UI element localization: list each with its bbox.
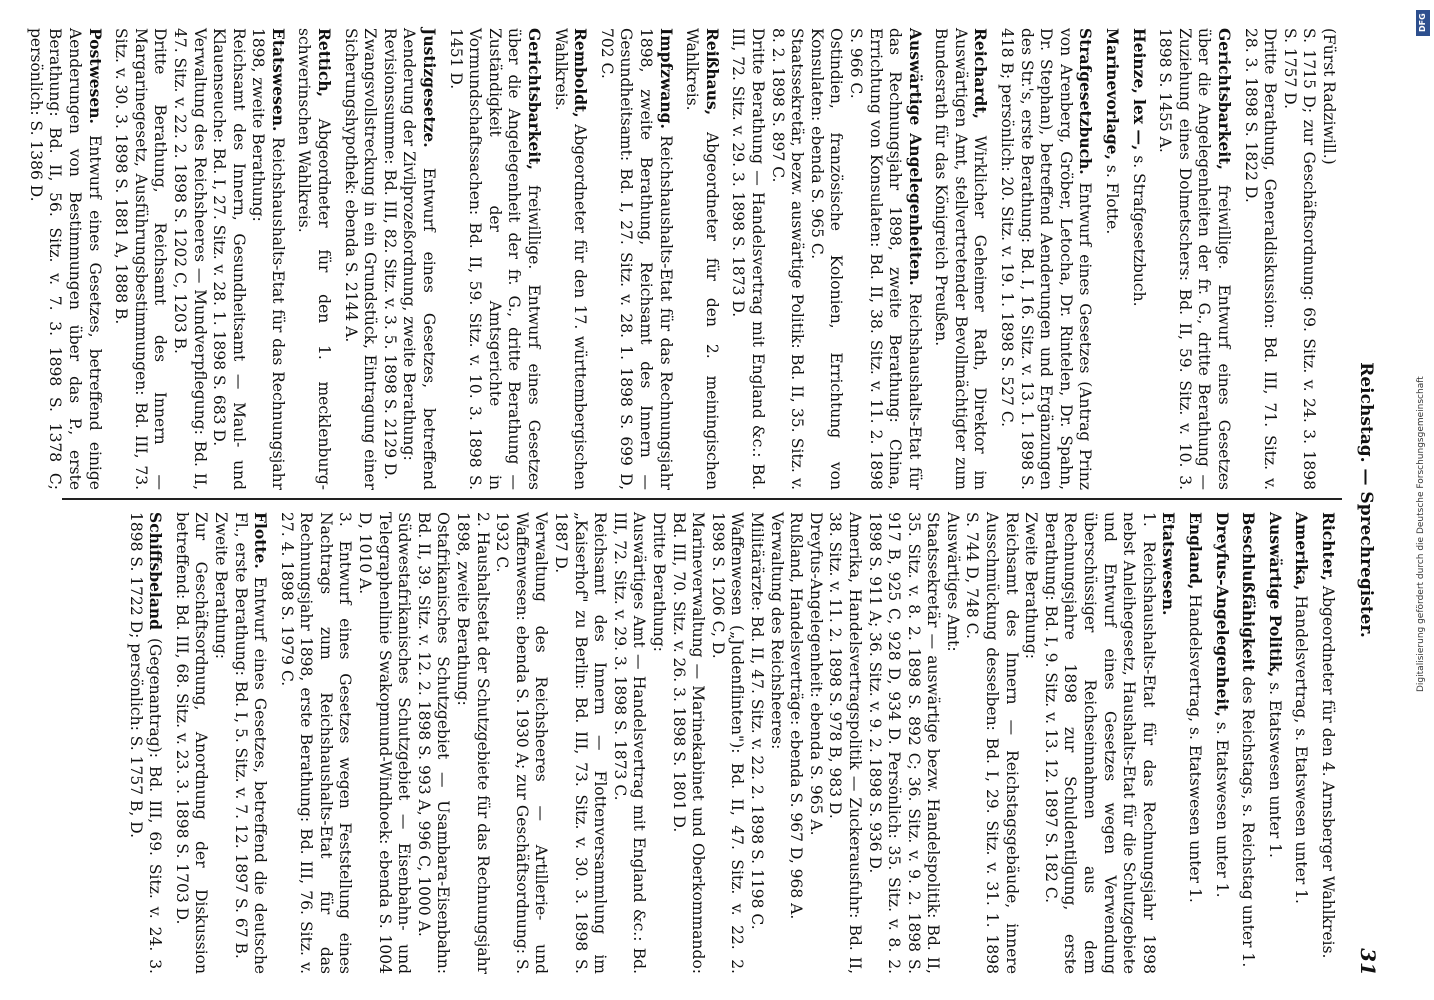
entry-main — [997, 28, 1096, 490]
register-entry — [276, 512, 1178, 974]
entry-subline: 3. Entwurf eines Gesetzes wegen Feststellung eines Nachtrags zum Reichshaushalts-Etat für das Rechnungsjahr 1898, erste Berathung: Bd. III, 76. Sitz. v. 27. 4. 1898 S. 1979 C. — [277, 512, 355, 974]
entry-subline: Auswärtiges Amt — Handelsvertrag mit England &c.: Bd. III, 72. Sitz. v. 29. 3. 1898 S. 1873 C. — [610, 512, 649, 974]
register-entry — [294, 28, 334, 490]
entry-subline: Zweite Berathung: — [1022, 512, 1041, 660]
entry-text: freiwillige. Entwurf eines Gesetzes über die Angelegenheit der fr. G., dritte Berathung — Zuständigkeit der Amtsgerichte in Vormundschaftssachen: Bd. II, 59. Sitz. v. 10. 3. 1898 S. 1451 D. — [446, 28, 544, 490]
register-entry — [728, 28, 925, 490]
entry-text: Reichshaushalts-Etat für das Rechnungsjahr 1898, zweite Berathung: China, Errichtung von Konsulaten: Bd. II, 38. Sitz. v. 11. 2. 1898 S. 966 C. — [846, 28, 924, 490]
register-entry — [340, 28, 439, 490]
entry-subline: Dritte Berathung — Handelsvertrag mit England &c.: Bd. III, 72. Sitz. v. 29. 3. 1898 S. 1873 D. — [729, 28, 767, 490]
entry-subline: Ostafrikanisches Schutzgebiet — Usambara-Eisenbahn: Bd. II, 39. Sitz. v. 12. 2. 1898 S. 993 A, 996 C, 1000 A. — [414, 512, 453, 974]
register-entry — [1184, 512, 1205, 974]
entry-subline: Revisionssumme: Bd. III, 82. Sitz. v. 3. 5. 1898 S. 2129 D. — [380, 28, 399, 480]
entry-heading: Heinze, lex —, — [1129, 28, 1149, 151]
dfg-logo-icon: DFG — [1416, 10, 1430, 36]
entry-main — [445, 28, 544, 490]
entry-main — [1291, 512, 1312, 974]
entry-main — [248, 28, 288, 490]
entry-heading: Gerichtsbarkeit, — [1215, 28, 1235, 170]
entry-text: Handelsvertrag, s. Etatswesen unter 1. — [1186, 594, 1205, 903]
entry-heading: Strafgesetzbuch. — [1076, 28, 1096, 175]
entry-subline: Verwaltung des Reichsheeres — Mundverpflegung: Bd. II, 47. Sitz. v. 22. 2. 1898 S. 1202 C, 1203 B. — [170, 28, 209, 490]
digitization-credit: Digitalisierung gefördert durch die Deutsche Forschungsgemeinschaft — [1416, 376, 1426, 692]
entry-heading: Remboldt, — [571, 28, 591, 118]
entry-subline: Zwangsvollstreckung in ein Grundstück, Eintragung einer Sicherungshypothek: ebenda S. 2144 A. — [341, 28, 380, 490]
entry-text: Abgeordneter für den 2. meiningischen Wahlkreis. — [683, 28, 721, 490]
entry-heading: Schiffsbeland — [146, 512, 166, 630]
entry-heading: Reichardt, — [971, 28, 991, 119]
entry-subline: Südwestafrikanisches Schutzgebiet — Eisenbahn- und Telegraphenlinie Swakopmund-Windhoek: ebenda S. 1004 D, 1010 A. — [356, 512, 414, 974]
register-entry — [1128, 28, 1149, 490]
entry-main — [682, 28, 722, 490]
entry-subline: Auswärtiges Amt: — [943, 512, 962, 652]
entry-main — [596, 28, 675, 490]
entry-text: s. Etatswesen unter 1. — [1212, 721, 1231, 898]
entry-heading: Rettich, — [315, 28, 335, 98]
register-entry — [1291, 512, 1312, 974]
rotated-page — [26, 20, 1382, 980]
entry-heading: Flotte. — [251, 512, 271, 569]
entry-subline: Staatssekretär — auswärtige bezw. Handelspolitik: Bd. II, 35. Sitz. v. 8. 2. 1898 S. 892 C; 36. Sitz. v. 9. 2. 1898 S. 917 B, 925 C, 928 D, 934 D. Persönlich: 35. Sitz. v. 8. 2. 1898 S. 911 A; 36. Sitz. v. 9. 2. 1898 S. 936 D. — [865, 512, 943, 974]
entry-main — [1128, 28, 1149, 490]
entry-subline: Ostindien, französische Kolonien, Errichtung von Konsulaten: ebenda S. 965 C. — [807, 28, 846, 490]
entry-heading: Auswärtige Angelegenheiten. — [905, 28, 925, 286]
entry-text: s. Strafgesetzbuch. — [1129, 155, 1148, 307]
entry-heading: Justizgesetze. — [420, 28, 440, 148]
entry-main — [1184, 512, 1205, 974]
entry-main — [25, 28, 104, 490]
entry-text: s. Etatswesen unter 1. — [1265, 682, 1284, 858]
entry-heading: Impfzwang. — [656, 28, 676, 129]
entry-text: Entwurf eines Gesetzes, betreffend einige Aenderungen von Bestimmungen über das P., erste Berathung: Bd. II, 56. Sitz. v. 7. 3. 1898 S. 1378 C; persönlich: S. 1386 D. — [26, 28, 104, 490]
entry-heading: Amerika, — [1292, 512, 1312, 591]
entry-subline: Rußland, Handelsverträge: ebenda S. 967 D, 968 A. — [787, 512, 806, 920]
register-entry — [171, 512, 270, 974]
entry-main — [1317, 512, 1338, 974]
entry-subline: Waffenwesen („Judenflinten"): Bd. II, 47. Sitz. v. 22. 2. 1898 S. 1206 C, D. — [708, 512, 747, 974]
entry-subline: Zur Geschäftsordnung, Anordnung der Diskussion betreffend: Bd. III, 68. Sitz. v. 23. 3. 1898 S. 1703 D. — [172, 512, 211, 974]
entry-text: (Gegenantrag): Bd. III, 69. Sitz. v. 24. 3. 1898 S. 1722 D; persönlich: S. 1757 B, D. — [126, 512, 165, 974]
entry-heading: Etatswesen. — [1159, 512, 1179, 616]
entry-main — [294, 28, 334, 490]
entry-text: Abgeordneter für den 17. württembergischen Wahlkreis. — [551, 28, 590, 490]
entry-subline: Dritte Berathung, Generaldiskussion: Bd. III, 71. Sitz. v. 28. 3. 1898 S. 1822 D. — [1241, 28, 1280, 490]
entry-heading: Dreyfus-Angelegenheit, — [1212, 512, 1232, 717]
register-entry — [1317, 512, 1338, 974]
column-divider — [62, 498, 1342, 500]
entry-subline: Dritte Berathung: — [650, 512, 668, 652]
entry-subline: Reichsamt des Innern, Gesundheitsamt — Maul- und Klauenseuche: Bd. I, 27. Sitz. v. 28. 1. 1898 S. 683 D. — [210, 28, 248, 490]
entry-text: Entwurf eines Gesetzes (Antrag Prinz von Arenberg, Gröber, Letocha, Dr. Rintelen, Dr. Spahn, Dr. Stephan), betreffend Aenderungen und Ergänzungen des Str.'s, erste Berathung: Bd. I, 16. Sitz. v. 13. 1. 1898 S. 418 B; persönlich: 20. Sitz. v. 19. 1. 1898 S. 527 C. — [998, 28, 1095, 490]
entry-subline: Verwaltung des Reichsheeres: — [767, 512, 786, 750]
page-header — [1348, 20, 1382, 980]
register-entry — [1101, 28, 1122, 490]
entry-main — [931, 28, 991, 490]
entry-text: des Reichstags, s. Reichstag unter 1. — [1239, 676, 1258, 968]
entry-heading: Postwesen. — [85, 28, 105, 124]
entry-main — [845, 28, 924, 490]
register-entry — [550, 28, 590, 490]
running-title: Reichstag. — Sprechregister. — [1356, 362, 1376, 638]
entry-text: Handelsvertrag, s. Etatswesen unter 1. — [1292, 595, 1311, 904]
entry-main — [1155, 28, 1234, 490]
entry-main — [550, 28, 590, 490]
entry-text: freiwillige. Entwurf eines Gesetzes über die Angelegenheiten der fr. G., dritte Berathung — Zuziehung eines Dolmetschers: Bd. II, 59. Sitz. v. 10. 3. 1898 S. 1455 A. — [1156, 28, 1234, 490]
entry-subline: Reichsamt des Innern — Reichstagsgebäude, innere Ausschmückung desselben: Bd. I, 29. Sitz. v. 31. 1. 1898 S. 744 D, 748 C. — [963, 512, 1021, 974]
entry-text: Entwurf eines Gesetzes, betreffend Aenderung der Zivilprozeßordnung, zweite Berathung: — [400, 28, 439, 490]
entry-text: Abgeordneter für den 4. Arnsberger Wahlkreis. — [1319, 585, 1337, 959]
entry-subline: Militärärzte: Bd. II, 47. Sitz. v. 22. 2. 1898 S. 1198 C. — [747, 512, 766, 930]
entry-main — [1158, 512, 1179, 974]
register-entry — [931, 28, 991, 490]
register-entry — [682, 28, 722, 490]
register-entry — [1264, 512, 1285, 974]
register-entry — [1211, 512, 1232, 974]
page-number: 31 — [1356, 948, 1380, 976]
register-entry — [1238, 512, 1259, 974]
entry-subline: Staatssekretär, bezw. auswärtige Politik: Bd. II, 35. Sitz. v. 8. 2. 1898 S. 897 C. — [768, 28, 807, 490]
left-column — [19, 28, 1338, 490]
register-entry — [1155, 28, 1234, 490]
register-entry — [596, 28, 675, 490]
register-entry — [111, 28, 288, 490]
entry-subline: Zweite Berathung: — [211, 512, 230, 660]
entry-heading: Etatswesen. — [268, 28, 288, 132]
entry-subline: Reichsamt des Innern — Flottenversammlung im „Kaiserhof" zu Berlin: Bd. III, 73. Sitz. v. 30. 3. 1898 S. 1887 D. — [552, 512, 610, 974]
entry-subline: 2. Haushaltsetat der Schutzgebiete für das Rechnungsjahr 1898, zweite Berathung: — [454, 512, 492, 975]
register-entry — [25, 28, 104, 490]
entry-heading: Reißhaus, — [702, 28, 722, 116]
entry-main — [1101, 28, 1122, 490]
entry-subline: S. 1715 D; zur Geschäftsordnung: 69. Sitz. v. 24. 3. 1898 S. 1757 D. — [1280, 28, 1319, 490]
entry-text: s. Flotte. — [1103, 164, 1122, 235]
entry-heading: Richter, — [1319, 512, 1338, 581]
entry-main — [230, 512, 270, 974]
entry-subline: Verwaltung des Reichsheeres — Artillerie- und Waffenwesen: ebenda S. 1930 A; zur Geschäftsordnung: S. 1932 C. — [493, 512, 551, 974]
entry-subline: Dritte Berathung, Reichsamt des Innern — Margarinegesetz, Ausführungsbestimmungen: Bd. III, 73. Sitz. v. 30. 3. 1898 S. 1881 A, 1888 B. — [112, 28, 170, 490]
entry-text: Abgeordneter für den 1. mecklenburg-schwerinschen Wahlkreis. — [295, 28, 334, 490]
entry-main — [1211, 512, 1232, 974]
entry-text: (Fürst Radziwill.) — [1320, 28, 1338, 165]
entry-main — [1264, 512, 1285, 974]
entry-subline: Dreyfus-Angelegenheit: ebenda S. 965 A. — [806, 512, 825, 836]
entry-main — [1238, 512, 1259, 974]
entry-subline: Amerika, Handelsvertragspolitik — Zuckerausfuhr: Bd. II, 38. Sitz. v. 11. 2. 1898 S. 978 B, 983 D. — [826, 512, 864, 974]
entry-heading: Beschlußfähigkeit — [1239, 512, 1259, 672]
register-entry — [997, 28, 1096, 490]
register-entry — [125, 512, 165, 974]
right-column — [119, 512, 1338, 974]
entry-heading: England, — [1186, 512, 1206, 590]
entry-main — [1318, 28, 1338, 490]
entry-heading: Gerichtsbarkeit, — [525, 28, 545, 170]
entry-text: Entwurf eines Gesetzes, betreffend die deutsche Fl., erste Berathung: Bd. I, 5. Sitz. v. 7. 12. 1897 S. 67 B. — [231, 512, 270, 974]
entry-heading: Marinevorlage, — [1103, 28, 1123, 160]
entry-text: Wirklicher Geheimer Rath, Direktor im Auswärtigen Amt, stellvertretender Bevollmächtigter zum Bundesrath für das Königreich Preußen. — [932, 28, 990, 490]
register-entry — [445, 28, 544, 490]
entry-subline: 1. Reichshaushalts-Etat für das Rechnungsjahr 1898 nebst Anleihegesetz, Haushalts-Etat für die Schutzgebiete und Entwurf eines Gesetzes wegen Verwendung überschüssiger Reichseinnahmen aus dem Rechnungsjahre 1898 zur Schuldentilgung, erste Berathung: Bd. I, 9. Sitz. v. 13. 12. 1897 S. 182 C. — [1041, 512, 1158, 974]
entry-text: Reichshaushalts-Etat für das Rechnungsjahr 1898, zweite Berathung, Reichsamt des Innern — Gesundheitsamt: Bd. I, 27. Sitz. v. 28. 1. 1898 S. 699 D, 702 C. — [597, 28, 675, 490]
entry-heading: Auswärtige Politik, — [1265, 512, 1285, 678]
entry-subline: Marineverwaltung — Marinekabinet und Oberkommando: Bd. III, 70. Sitz. v. 26. 3. 1898 S. 1801 D. — [669, 512, 708, 974]
entry-main — [125, 512, 165, 974]
entry-main — [399, 28, 439, 490]
register-entry — [1240, 28, 1338, 490]
entry-text: Reichshaushalts-Etat für das Rechnungsjahr 1898, zweite Berathung: — [249, 28, 287, 490]
